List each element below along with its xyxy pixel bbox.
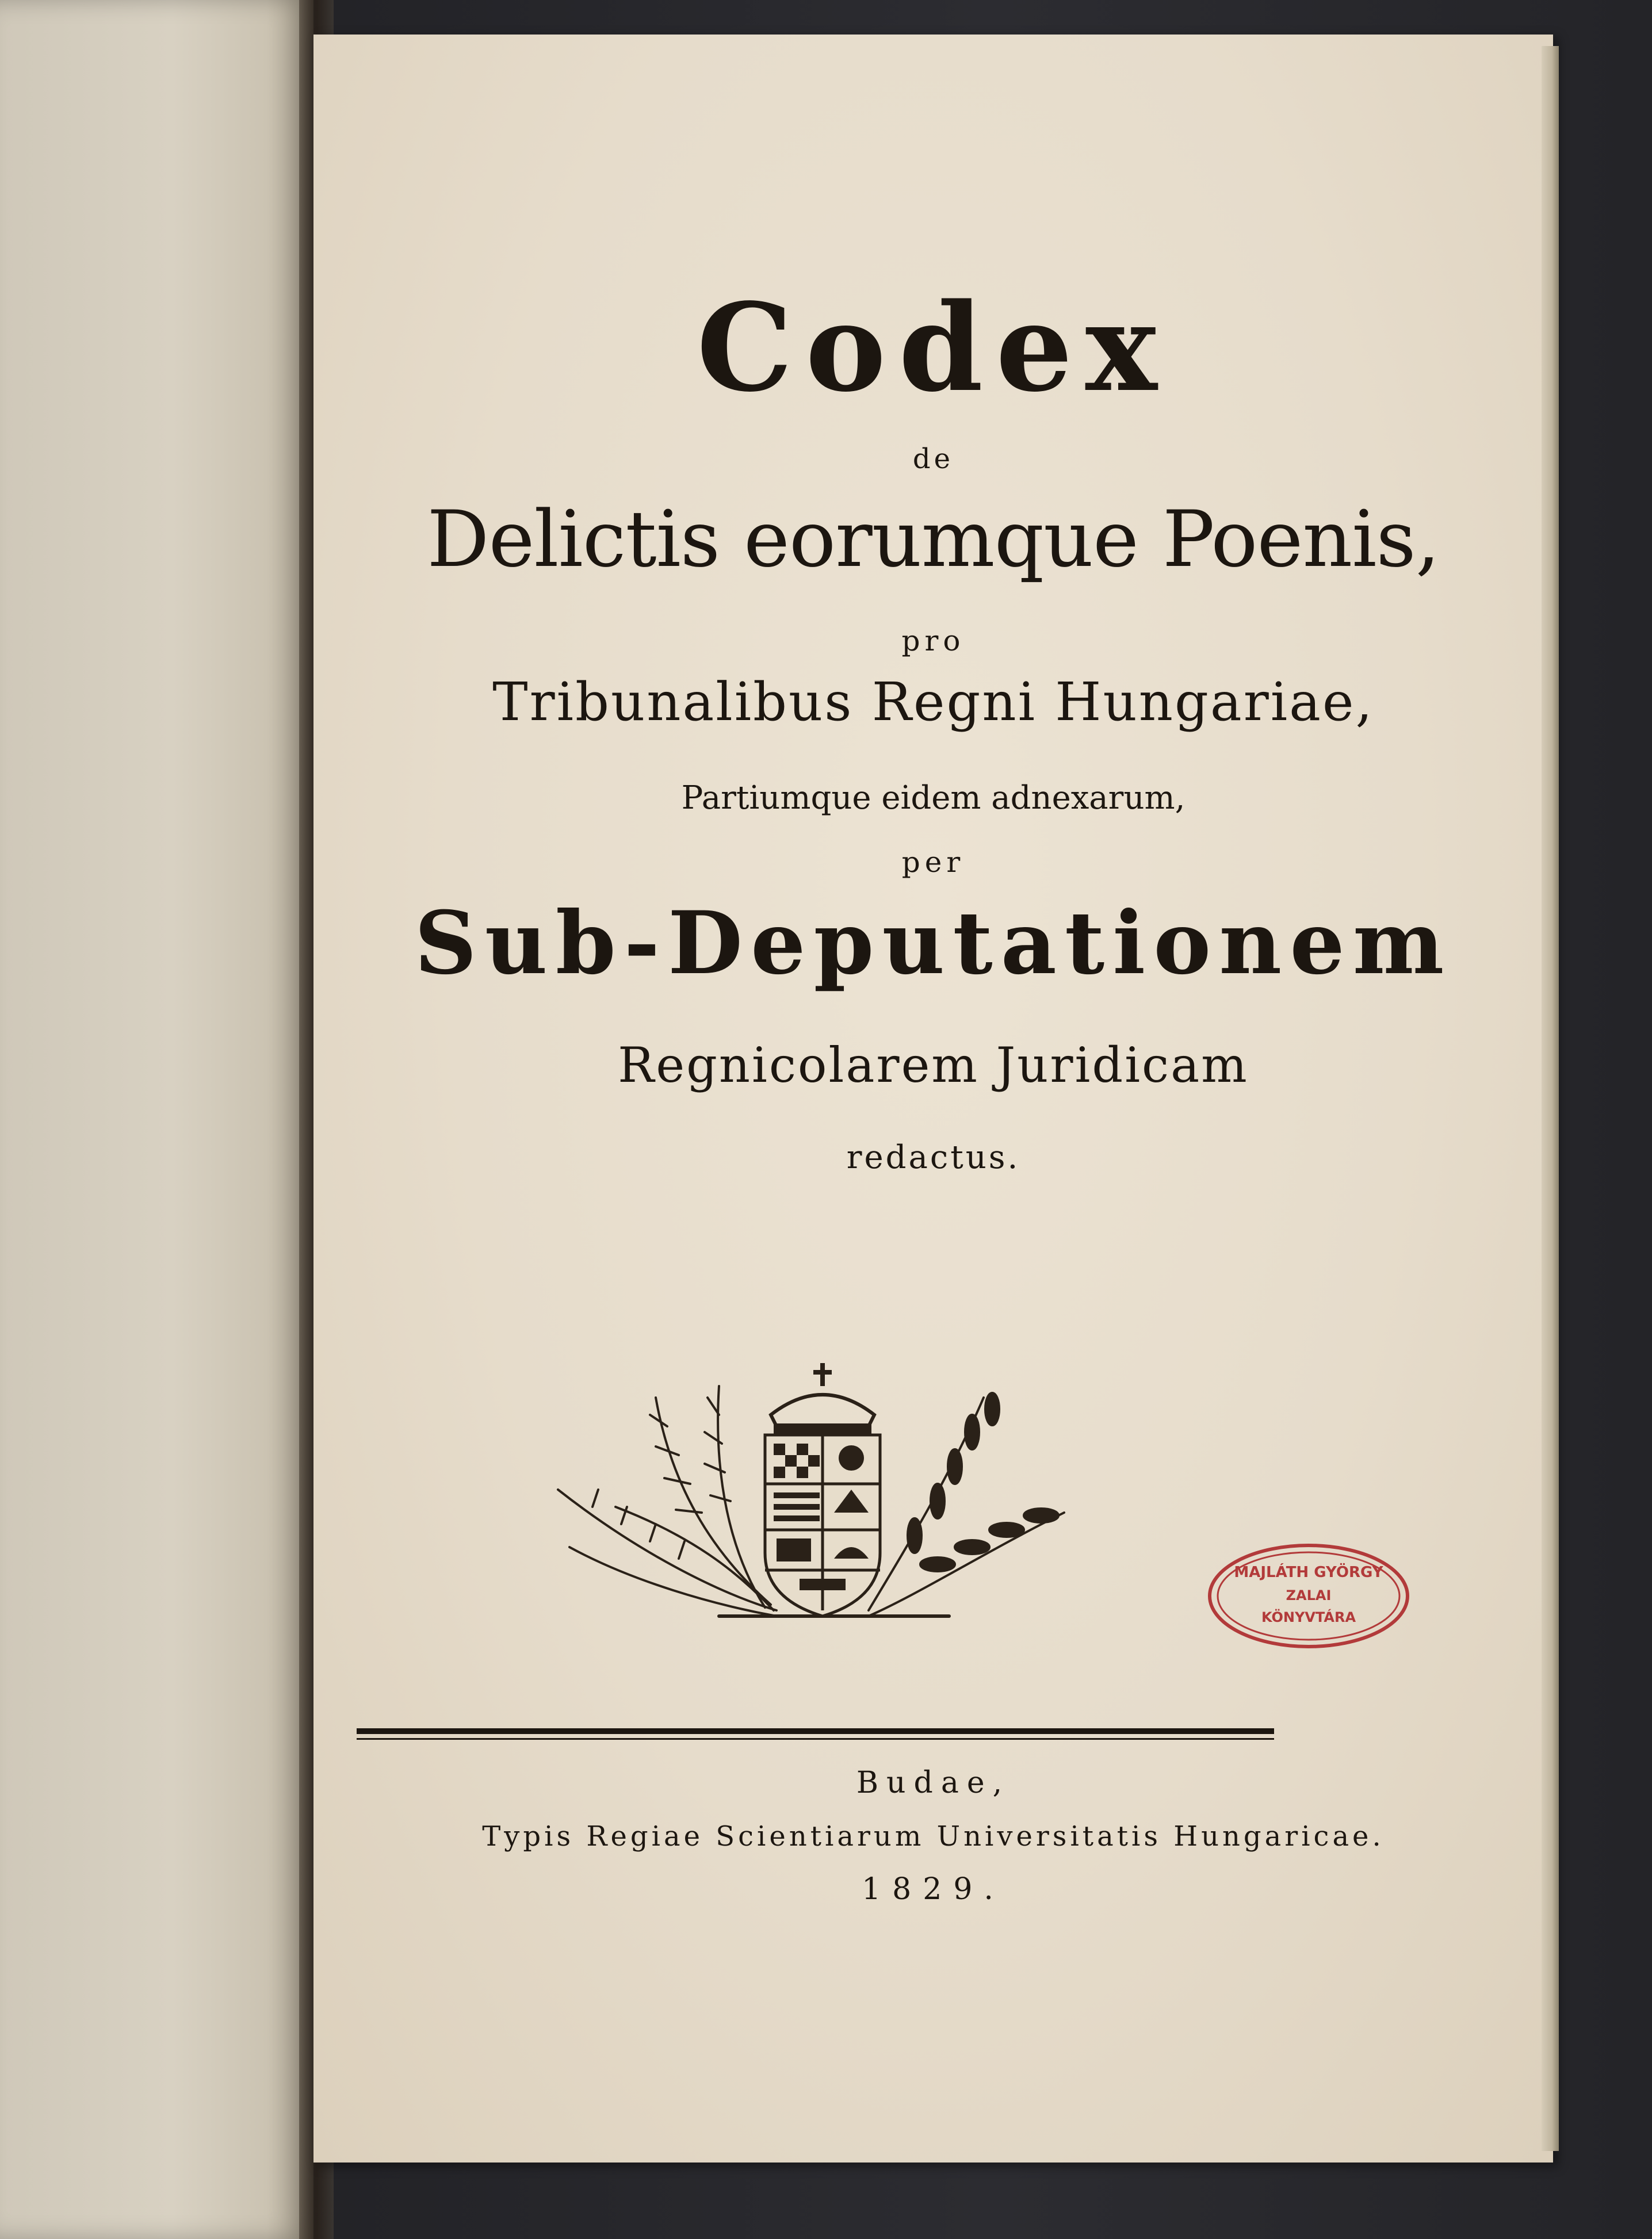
library-stamp (1205, 1541, 1412, 1651)
stamp-line-2: ZALAI (1286, 1587, 1332, 1603)
imprint-place: Budae, (856, 1766, 1011, 1800)
stamp-line-3: KÖNYVTÁRA (1261, 1609, 1356, 1625)
hungarian-coat-of-arms-icon (546, 1363, 1099, 1639)
title-delictis: Delictis eorumque Poenis, (427, 494, 1440, 584)
left-page (0, 0, 313, 2239)
stamp-line-1: MAJLÁTH GYÖRGY (1234, 1564, 1383, 1581)
imprint-rule-thin (357, 1738, 1274, 1740)
title-per: per (901, 845, 965, 879)
title-regnicolarem: Regnicolarem Juridicam (618, 1037, 1249, 1093)
imprint-year: 1829. (862, 1872, 1005, 1907)
title-partium: Partiumque eidem adnexarum, (681, 779, 1186, 817)
title-pro: pro (901, 624, 965, 657)
imprint-printer: Typis Regiae Scientiarum Universitatis Hungaricae. (482, 1820, 1385, 1853)
title-sub-deputationem: Sub-Deputationem (414, 893, 1452, 994)
title-de: de (912, 443, 954, 475)
imprint-rule-thick (357, 1728, 1274, 1734)
title-tribunalibus: Tribunalibus Regni Hungariae, (492, 671, 1374, 733)
title-redactus: redactus. (846, 1139, 1020, 1176)
title-codex: Codex (697, 277, 1170, 419)
